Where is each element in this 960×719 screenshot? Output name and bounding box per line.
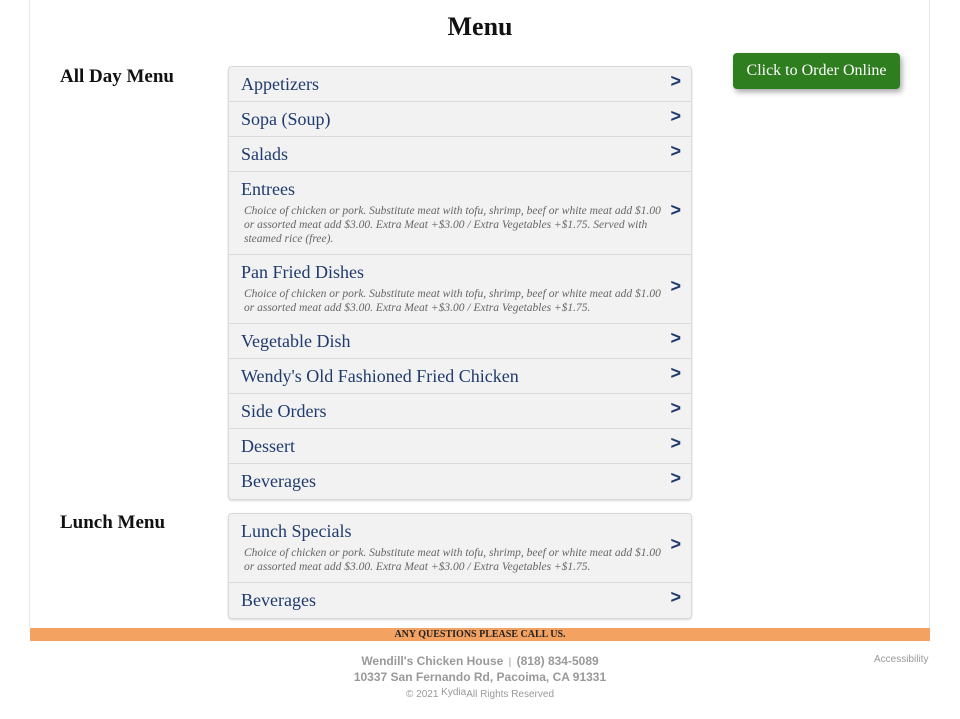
category-name: Appetizers <box>241 74 319 94</box>
phone-link[interactable]: (818) 834-5089 <box>516 654 599 668</box>
chevron-right-icon: > <box>670 328 681 348</box>
category-dessert[interactable] <box>229 429 691 464</box>
chevron-right-icon: > <box>670 141 681 161</box>
category-name: Lunch Specials <box>241 521 352 541</box>
footer-separator: | <box>508 657 512 668</box>
category-fried-chicken[interactable] <box>229 359 691 394</box>
footer-contact-line <box>0 654 960 670</box>
chevron-right-icon: > <box>670 363 681 383</box>
chevron-right-icon: > <box>670 587 681 607</box>
category-name: Salads <box>241 144 288 164</box>
category-name: Side Orders <box>241 401 327 421</box>
category-side-orders[interactable] <box>229 394 691 429</box>
category-salads[interactable] <box>229 137 691 172</box>
accessibility-link[interactable]: Accessibility <box>874 654 929 665</box>
chevron-right-icon: > <box>670 468 681 488</box>
brand-link[interactable]: Kydia <box>441 687 467 698</box>
category-name: Entrees <box>241 179 295 199</box>
chevron-right-icon: > <box>670 106 681 126</box>
business-name: Wendill's Chicken House <box>361 654 504 668</box>
category-name: Pan Fried Dishes <box>241 262 364 282</box>
chevron-right-icon: > <box>670 200 681 220</box>
category-pan-fried-dishes[interactable] <box>229 255 691 324</box>
category-lunch-beverages[interactable] <box>229 583 691 618</box>
chevron-right-icon: > <box>670 276 681 296</box>
chevron-right-icon: > <box>670 433 681 453</box>
chevron-right-icon: > <box>670 534 681 554</box>
category-name: Dessert <box>241 436 295 456</box>
category-appetizers[interactable] <box>229 67 691 102</box>
order-online-button[interactable]: Click to Order Online <box>733 53 900 89</box>
footer-info <box>0 654 960 702</box>
category-name: Beverages <box>241 590 316 610</box>
copyright-text: © 2021 <box>405 689 439 700</box>
category-name: Wendy's Old Fashioned Fried Chicken <box>241 366 519 386</box>
page-title: Menu <box>447 12 513 41</box>
category-beverages[interactable] <box>229 464 691 499</box>
category-entrees[interactable] <box>229 172 691 255</box>
category-description: Choice of chicken or pork. Substitute meat with tofu, shrimp, beef or white meat add $1.00 or assorted meat add $3.00. Extra Meat +$3.00 / Extra Vegetables +$1.75. <box>244 547 661 573</box>
chevron-right-icon: > <box>670 398 681 418</box>
section-label-lunch: Lunch Menu <box>60 512 166 533</box>
category-vegetable-dish[interactable] <box>229 324 691 359</box>
lunch-category-list <box>228 513 692 619</box>
category-soup[interactable] <box>229 102 691 137</box>
chevron-right-icon: > <box>670 71 681 91</box>
category-name: Vegetable Dish <box>241 331 351 351</box>
all-day-category-list <box>228 66 692 500</box>
copyright-line <box>0 686 960 702</box>
category-name: Sopa (Soup) <box>241 109 331 129</box>
business-address: 10337 San Fernando Rd, Pacoima, CA 91331 <box>353 670 607 684</box>
category-description: Choice of chicken or pork. Substitute meat with tofu, shrimp, beef or white meat add $1.00 or assorted meat add $3.00. Extra Meat +$3.00 / Extra Vegetables +$1.75. Served with steamed rice (free). <box>244 205 661 245</box>
category-lunch-specials[interactable] <box>229 514 691 583</box>
section-label-all-day: All Day Menu <box>60 66 174 87</box>
category-description: Choice of chicken or pork. Substitute meat with tofu, shrimp, beef or white meat add $1.00 or assorted meat add $3.00. Extra Meat +$3.00 / Extra Vegetables +$1.75. <box>244 288 661 314</box>
rights-text: All Rights Reserved <box>466 689 554 700</box>
call-us-banner: ANY QUESTIONS PLEASE CALL US. <box>30 628 930 641</box>
category-name: Beverages <box>241 471 316 491</box>
